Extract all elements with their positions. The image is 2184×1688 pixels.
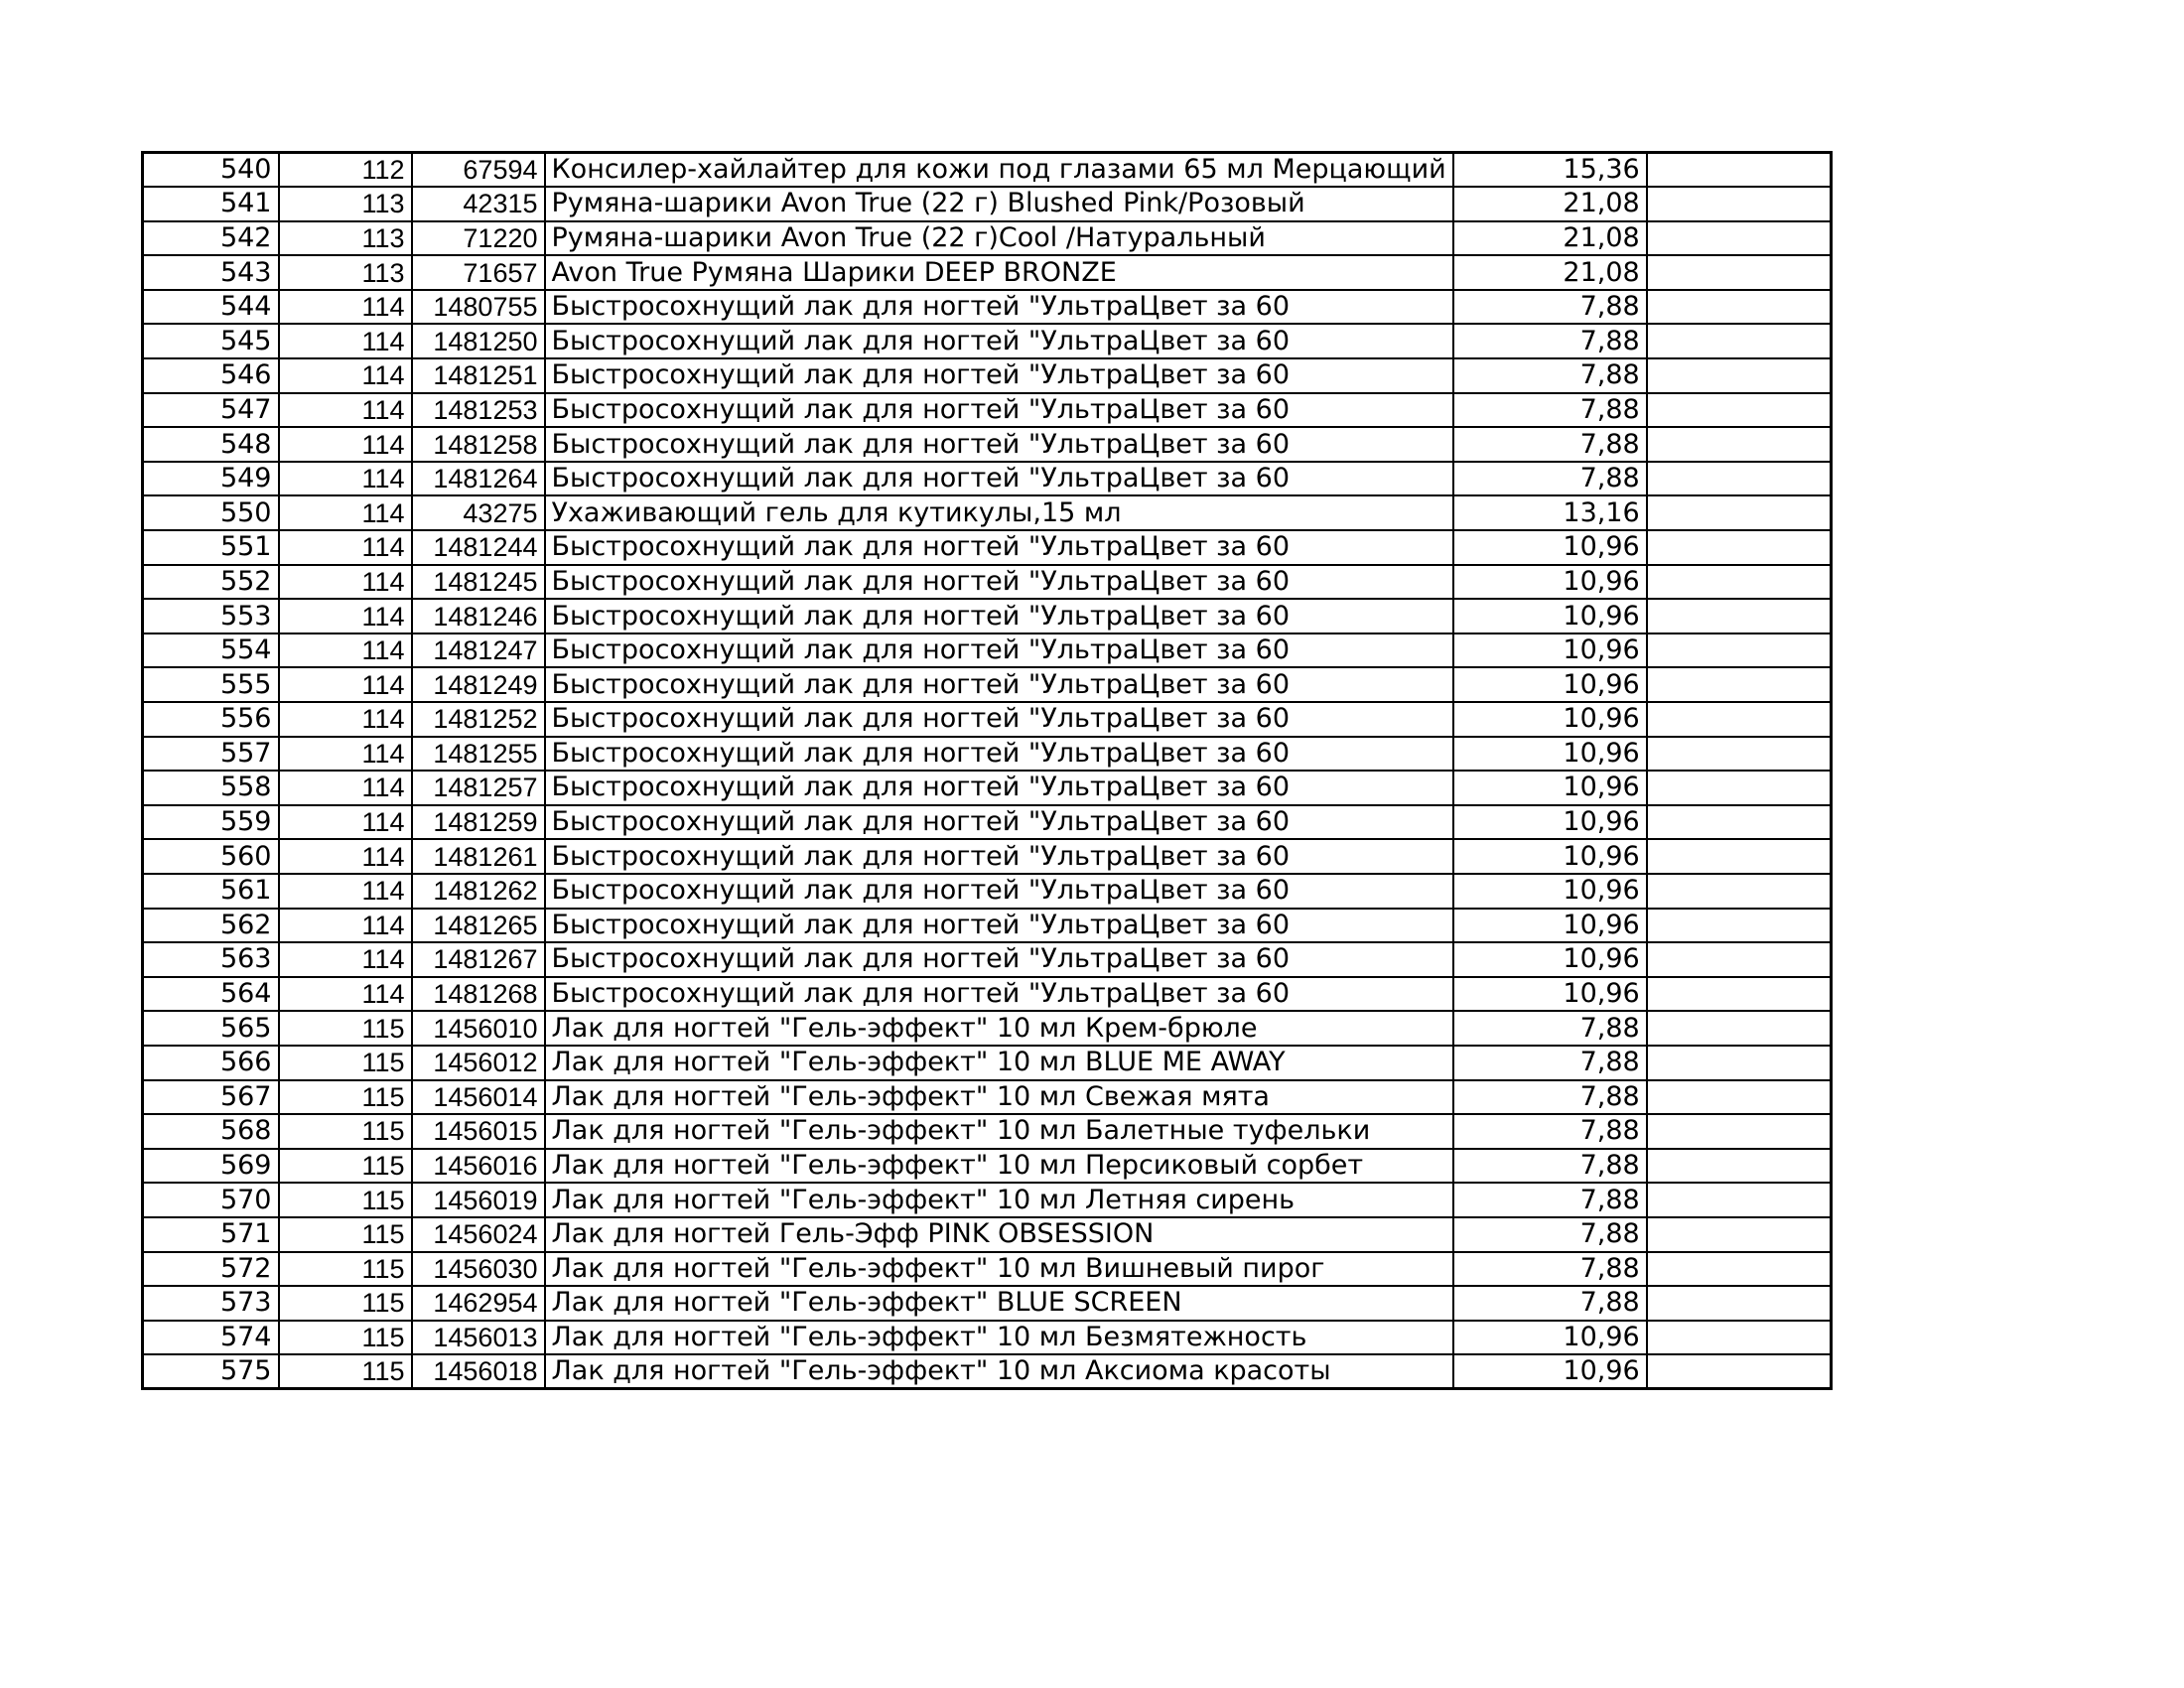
price-cell: 10,96 <box>1453 874 1647 909</box>
group-cell: 114 <box>279 667 412 702</box>
price-cell: 21,08 <box>1453 187 1647 221</box>
price-cell: 7,88 <box>1453 427 1647 462</box>
product-code-cell: 67594 <box>412 153 545 188</box>
product-name-cell: Лак для ногтей "Гель-эффект" 10 мл BLUE ME AWAY <box>545 1046 1453 1080</box>
empty-cell <box>1647 221 1832 256</box>
empty-cell <box>1647 393 1832 428</box>
product-code-cell: 1462954 <box>412 1286 545 1321</box>
product-name-cell: Быстросохнущий лак для ногтей "УльтраЦвет за 60 <box>545 565 1453 600</box>
empty-cell <box>1647 153 1832 188</box>
empty-cell <box>1647 495 1832 530</box>
table-row <box>143 909 1832 943</box>
empty-cell <box>1647 565 1832 600</box>
table-row <box>143 565 1832 600</box>
price-cell: 21,08 <box>1453 221 1647 256</box>
empty-cell <box>1647 839 1832 874</box>
product-name-cell: Лак для ногтей "Гель-эффект" 10 мл Летняя сирень <box>545 1183 1453 1217</box>
group-cell: 113 <box>279 187 412 221</box>
group-cell: 115 <box>279 1354 412 1389</box>
product-code-cell: 1481262 <box>412 874 545 909</box>
empty-cell <box>1647 874 1832 909</box>
row-number-cell: 566 <box>143 1046 279 1080</box>
empty-cell <box>1647 1217 1832 1252</box>
price-cell: 10,96 <box>1453 1354 1647 1389</box>
product-code-cell: 1480755 <box>412 290 545 325</box>
product-name-cell: Лак для ногтей Гель-Эфф PINK OBSESSION <box>545 1217 1453 1252</box>
group-cell: 114 <box>279 977 412 1012</box>
table-row <box>143 1252 1832 1287</box>
row-number-cell: 548 <box>143 427 279 462</box>
price-cell: 7,88 <box>1453 1252 1647 1287</box>
price-cell: 13,16 <box>1453 495 1647 530</box>
group-cell: 115 <box>279 1286 412 1321</box>
product-name-cell: Быстросохнущий лак для ногтей "УльтраЦвет за 60 <box>545 977 1453 1012</box>
product-name-cell: Румяна-шарики Avon True (22 г)Cool /Натуральный <box>545 221 1453 256</box>
price-cell: 10,96 <box>1453 565 1647 600</box>
product-name-cell: Быстросохнущий лак для ногтей "УльтраЦвет за 60 <box>545 530 1453 565</box>
table-row <box>143 462 1832 496</box>
group-cell: 112 <box>279 153 412 188</box>
product-code-cell: 1456013 <box>412 1321 545 1355</box>
product-name-cell: Быстросохнущий лак для ногтей "УльтраЦвет за 60 <box>545 805 1453 840</box>
row-number-cell: 571 <box>143 1217 279 1252</box>
table-row <box>143 1080 1832 1115</box>
price-cell: 10,96 <box>1453 737 1647 772</box>
product-name-cell: Быстросохнущий лак для ногтей "УльтраЦвет за 60 <box>545 909 1453 943</box>
product-code-cell: 1456030 <box>412 1252 545 1287</box>
product-code-cell: 1481268 <box>412 977 545 1012</box>
product-code-cell: 1481257 <box>412 771 545 805</box>
product-name-cell: Лак для ногтей "Гель-эффект" BLUE SCREEN <box>545 1286 1453 1321</box>
group-cell: 114 <box>279 324 412 358</box>
product-code-cell: 1456019 <box>412 1183 545 1217</box>
empty-cell <box>1647 702 1832 737</box>
group-cell: 115 <box>279 1321 412 1355</box>
product-name-cell: Лак для ногтей "Гель-эффект" 10 мл Безмятежность <box>545 1321 1453 1355</box>
empty-cell <box>1647 1080 1832 1115</box>
row-number-cell: 545 <box>143 324 279 358</box>
table-row <box>143 1321 1832 1355</box>
empty-cell <box>1647 942 1832 977</box>
group-cell: 114 <box>279 358 412 393</box>
group-cell: 114 <box>279 530 412 565</box>
price-cell: 7,88 <box>1453 1286 1647 1321</box>
product-name-cell: Avon True Румяна Шарики DEEP BRONZE <box>545 255 1453 290</box>
table-row <box>143 530 1832 565</box>
product-code-cell: 1481259 <box>412 805 545 840</box>
table-row <box>143 290 1832 325</box>
empty-cell <box>1647 255 1832 290</box>
product-name-cell: Консилер-хайлайтер для кожи под глазами 65 мл Мерцающий <box>545 153 1453 188</box>
empty-cell <box>1647 977 1832 1012</box>
row-number-cell: 550 <box>143 495 279 530</box>
empty-cell <box>1647 599 1832 633</box>
empty-cell <box>1647 667 1832 702</box>
product-name-cell: Ухаживающий гель для кутикулы,15 мл <box>545 495 1453 530</box>
product-name-cell: Быстросохнущий лак для ногтей "УльтраЦвет за 60 <box>545 290 1453 325</box>
product-code-cell: 1481245 <box>412 565 545 600</box>
price-cell: 10,96 <box>1453 1321 1647 1355</box>
group-cell: 114 <box>279 290 412 325</box>
table-row <box>143 1046 1832 1080</box>
row-number-cell: 559 <box>143 805 279 840</box>
empty-cell <box>1647 1149 1832 1184</box>
table-row <box>143 633 1832 668</box>
group-cell: 114 <box>279 462 412 496</box>
table-row <box>143 1011 1832 1046</box>
row-number-cell: 575 <box>143 1354 279 1389</box>
price-cell: 7,88 <box>1453 1114 1647 1149</box>
product-name-cell: Быстросохнущий лак для ногтей "УльтраЦвет за 60 <box>545 427 1453 462</box>
price-table-body <box>143 153 1832 1389</box>
price-cell: 7,88 <box>1453 393 1647 428</box>
table-row <box>143 324 1832 358</box>
product-code-cell: 1481252 <box>412 702 545 737</box>
empty-cell <box>1647 1354 1832 1389</box>
group-cell: 114 <box>279 495 412 530</box>
row-number-cell: 552 <box>143 565 279 600</box>
product-name-cell: Быстросохнущий лак для ногтей "УльтраЦвет за 60 <box>545 839 1453 874</box>
product-name-cell: Лак для ногтей "Гель-эффект" 10 мл Персиковый сорбет <box>545 1149 1453 1184</box>
price-cell: 10,96 <box>1453 839 1647 874</box>
price-cell: 15,36 <box>1453 153 1647 188</box>
product-code-cell: 1481267 <box>412 942 545 977</box>
price-cell: 10,96 <box>1453 942 1647 977</box>
group-cell: 114 <box>279 942 412 977</box>
group-cell: 114 <box>279 839 412 874</box>
price-table <box>141 151 1833 1390</box>
empty-cell <box>1647 1321 1832 1355</box>
empty-cell <box>1647 1046 1832 1080</box>
row-number-cell: 561 <box>143 874 279 909</box>
product-name-cell: Быстросохнущий лак для ногтей "УльтраЦвет за 60 <box>545 771 1453 805</box>
price-cell: 10,96 <box>1453 977 1647 1012</box>
group-cell: 114 <box>279 565 412 600</box>
price-cell: 7,88 <box>1453 290 1647 325</box>
table-row <box>143 942 1832 977</box>
row-number-cell: 544 <box>143 290 279 325</box>
product-name-cell: Лак для ногтей "Гель-эффект" 10 мл Аксиома красоты <box>545 1354 1453 1389</box>
product-code-cell: 1456012 <box>412 1046 545 1080</box>
group-cell: 114 <box>279 909 412 943</box>
row-number-cell: 564 <box>143 977 279 1012</box>
price-cell: 10,96 <box>1453 599 1647 633</box>
row-number-cell: 558 <box>143 771 279 805</box>
product-name-cell: Быстросохнущий лак для ногтей "УльтраЦвет за 60 <box>545 599 1453 633</box>
product-code-cell: 42315 <box>412 187 545 221</box>
price-cell: 7,88 <box>1453 462 1647 496</box>
product-name-cell: Быстросохнущий лак для ногтей "УльтраЦвет за 60 <box>545 667 1453 702</box>
product-code-cell: 43275 <box>412 495 545 530</box>
table-row <box>143 702 1832 737</box>
product-code-cell: 71220 <box>412 221 545 256</box>
table-row <box>143 839 1832 874</box>
row-number-cell: 574 <box>143 1321 279 1355</box>
table-row <box>143 805 1832 840</box>
product-code-cell: 1481249 <box>412 667 545 702</box>
row-number-cell: 569 <box>143 1149 279 1184</box>
price-cell: 7,88 <box>1453 358 1647 393</box>
table-row <box>143 1114 1832 1149</box>
group-cell: 115 <box>279 1114 412 1149</box>
price-cell: 7,88 <box>1453 1183 1647 1217</box>
product-code-cell: 1481255 <box>412 737 545 772</box>
product-name-cell: Быстросохнущий лак для ногтей "УльтраЦвет за 60 <box>545 324 1453 358</box>
price-cell: 7,88 <box>1453 1080 1647 1115</box>
group-cell: 114 <box>279 874 412 909</box>
price-cell: 7,88 <box>1453 1046 1647 1080</box>
product-name-cell: Быстросохнущий лак для ногтей "УльтраЦвет за 60 <box>545 462 1453 496</box>
price-cell: 10,96 <box>1453 771 1647 805</box>
group-cell: 115 <box>279 1011 412 1046</box>
product-code-cell: 1456018 <box>412 1354 545 1389</box>
table-row <box>143 255 1832 290</box>
product-name-cell: Быстросохнущий лак для ногтей "УльтраЦвет за 60 <box>545 737 1453 772</box>
group-cell: 115 <box>279 1217 412 1252</box>
price-cell: 10,96 <box>1453 530 1647 565</box>
empty-cell <box>1647 633 1832 668</box>
price-cell: 10,96 <box>1453 702 1647 737</box>
group-cell: 115 <box>279 1183 412 1217</box>
empty-cell <box>1647 290 1832 325</box>
empty-cell <box>1647 1252 1832 1287</box>
product-name-cell: Лак для ногтей "Гель-эффект" 10 мл Вишневый пирог <box>545 1252 1453 1287</box>
table-row <box>143 495 1832 530</box>
row-number-cell: 570 <box>143 1183 279 1217</box>
table-row <box>143 667 1832 702</box>
empty-cell <box>1647 187 1832 221</box>
product-name-cell: Быстросохнущий лак для ногтей "УльтраЦвет за 60 <box>545 633 1453 668</box>
table-row <box>143 737 1832 772</box>
row-number-cell: 568 <box>143 1114 279 1149</box>
product-name-cell: Быстросохнущий лак для ногтей "УльтраЦвет за 60 <box>545 874 1453 909</box>
group-cell: 114 <box>279 702 412 737</box>
group-cell: 113 <box>279 221 412 256</box>
row-number-cell: 563 <box>143 942 279 977</box>
row-number-cell: 560 <box>143 839 279 874</box>
group-cell: 114 <box>279 633 412 668</box>
empty-cell <box>1647 530 1832 565</box>
product-code-cell: 1481258 <box>412 427 545 462</box>
empty-cell <box>1647 805 1832 840</box>
price-cell: 7,88 <box>1453 1149 1647 1184</box>
group-cell: 114 <box>279 737 412 772</box>
row-number-cell: 562 <box>143 909 279 943</box>
product-name-cell: Быстросохнущий лак для ногтей "УльтраЦвет за 60 <box>545 358 1453 393</box>
row-number-cell: 540 <box>143 153 279 188</box>
group-cell: 114 <box>279 771 412 805</box>
row-number-cell: 541 <box>143 187 279 221</box>
product-name-cell: Быстросохнущий лак для ногтей "УльтраЦвет за 60 <box>545 702 1453 737</box>
product-code-cell: 1481244 <box>412 530 545 565</box>
empty-cell <box>1647 1011 1832 1046</box>
empty-cell <box>1647 737 1832 772</box>
product-code-cell: 1481265 <box>412 909 545 943</box>
product-code-cell: 1456024 <box>412 1217 545 1252</box>
row-number-cell: 572 <box>143 1252 279 1287</box>
price-cell: 10,96 <box>1453 633 1647 668</box>
product-code-cell: 1481251 <box>412 358 545 393</box>
table-row <box>143 977 1832 1012</box>
group-cell: 115 <box>279 1080 412 1115</box>
row-number-cell: 546 <box>143 358 279 393</box>
empty-cell <box>1647 909 1832 943</box>
price-cell: 7,88 <box>1453 1011 1647 1046</box>
product-name-cell: Быстросохнущий лак для ногтей "УльтраЦвет за 60 <box>545 393 1453 428</box>
group-cell: 113 <box>279 255 412 290</box>
row-number-cell: 567 <box>143 1080 279 1115</box>
product-code-cell: 1481246 <box>412 599 545 633</box>
row-number-cell: 554 <box>143 633 279 668</box>
product-name-cell: Быстросохнущий лак для ногтей "УльтраЦвет за 60 <box>545 942 1453 977</box>
empty-cell <box>1647 1286 1832 1321</box>
table-row <box>143 1149 1832 1184</box>
table-row <box>143 1183 1832 1217</box>
table-row <box>143 187 1832 221</box>
row-number-cell: 556 <box>143 702 279 737</box>
product-code-cell: 1481253 <box>412 393 545 428</box>
table-row <box>143 358 1832 393</box>
row-number-cell: 549 <box>143 462 279 496</box>
product-code-cell: 1456010 <box>412 1011 545 1046</box>
row-number-cell: 557 <box>143 737 279 772</box>
product-name-cell: Лак для ногтей "Гель-эффект" 10 мл Свежая мята <box>545 1080 1453 1115</box>
empty-cell <box>1647 427 1832 462</box>
price-cell: 7,88 <box>1453 324 1647 358</box>
empty-cell <box>1647 358 1832 393</box>
product-code-cell: 1481250 <box>412 324 545 358</box>
table-row <box>143 771 1832 805</box>
row-number-cell: 547 <box>143 393 279 428</box>
row-number-cell: 565 <box>143 1011 279 1046</box>
price-cell: 10,96 <box>1453 909 1647 943</box>
table-row <box>143 874 1832 909</box>
price-cell: 10,96 <box>1453 805 1647 840</box>
price-cell: 10,96 <box>1453 667 1647 702</box>
product-name-cell: Лак для ногтей "Гель-эффект" 10 мл Крем-брюле <box>545 1011 1453 1046</box>
row-number-cell: 553 <box>143 599 279 633</box>
row-number-cell: 555 <box>143 667 279 702</box>
group-cell: 114 <box>279 427 412 462</box>
empty-cell <box>1647 462 1832 496</box>
product-code-cell: 1456016 <box>412 1149 545 1184</box>
price-cell: 7,88 <box>1453 1217 1647 1252</box>
row-number-cell: 543 <box>143 255 279 290</box>
product-code-cell: 1456015 <box>412 1114 545 1149</box>
row-number-cell: 573 <box>143 1286 279 1321</box>
table-row <box>143 427 1832 462</box>
empty-cell <box>1647 771 1832 805</box>
product-name-cell: Лак для ногтей "Гель-эффект" 10 мл Балетные туфельки <box>545 1114 1453 1149</box>
row-number-cell: 551 <box>143 530 279 565</box>
product-code-cell: 1481247 <box>412 633 545 668</box>
empty-cell <box>1647 1183 1832 1217</box>
group-cell: 115 <box>279 1252 412 1287</box>
group-cell: 114 <box>279 599 412 633</box>
table-row <box>143 221 1832 256</box>
table-row <box>143 393 1832 428</box>
group-cell: 115 <box>279 1149 412 1184</box>
empty-cell <box>1647 324 1832 358</box>
row-number-cell: 542 <box>143 221 279 256</box>
group-cell: 114 <box>279 805 412 840</box>
empty-cell <box>1647 1114 1832 1149</box>
product-code-cell: 1481261 <box>412 839 545 874</box>
product-code-cell: 1456014 <box>412 1080 545 1115</box>
table-row <box>143 599 1832 633</box>
product-name-cell: Румяна-шарики Avon True (22 г) Blushed Pink/Розовый <box>545 187 1453 221</box>
group-cell: 114 <box>279 393 412 428</box>
price-cell: 21,08 <box>1453 255 1647 290</box>
table-row <box>143 1286 1832 1321</box>
table-row <box>143 153 1832 188</box>
group-cell: 115 <box>279 1046 412 1080</box>
table-row <box>143 1217 1832 1252</box>
product-code-cell: 1481264 <box>412 462 545 496</box>
product-code-cell: 71657 <box>412 255 545 290</box>
table-row <box>143 1354 1832 1389</box>
